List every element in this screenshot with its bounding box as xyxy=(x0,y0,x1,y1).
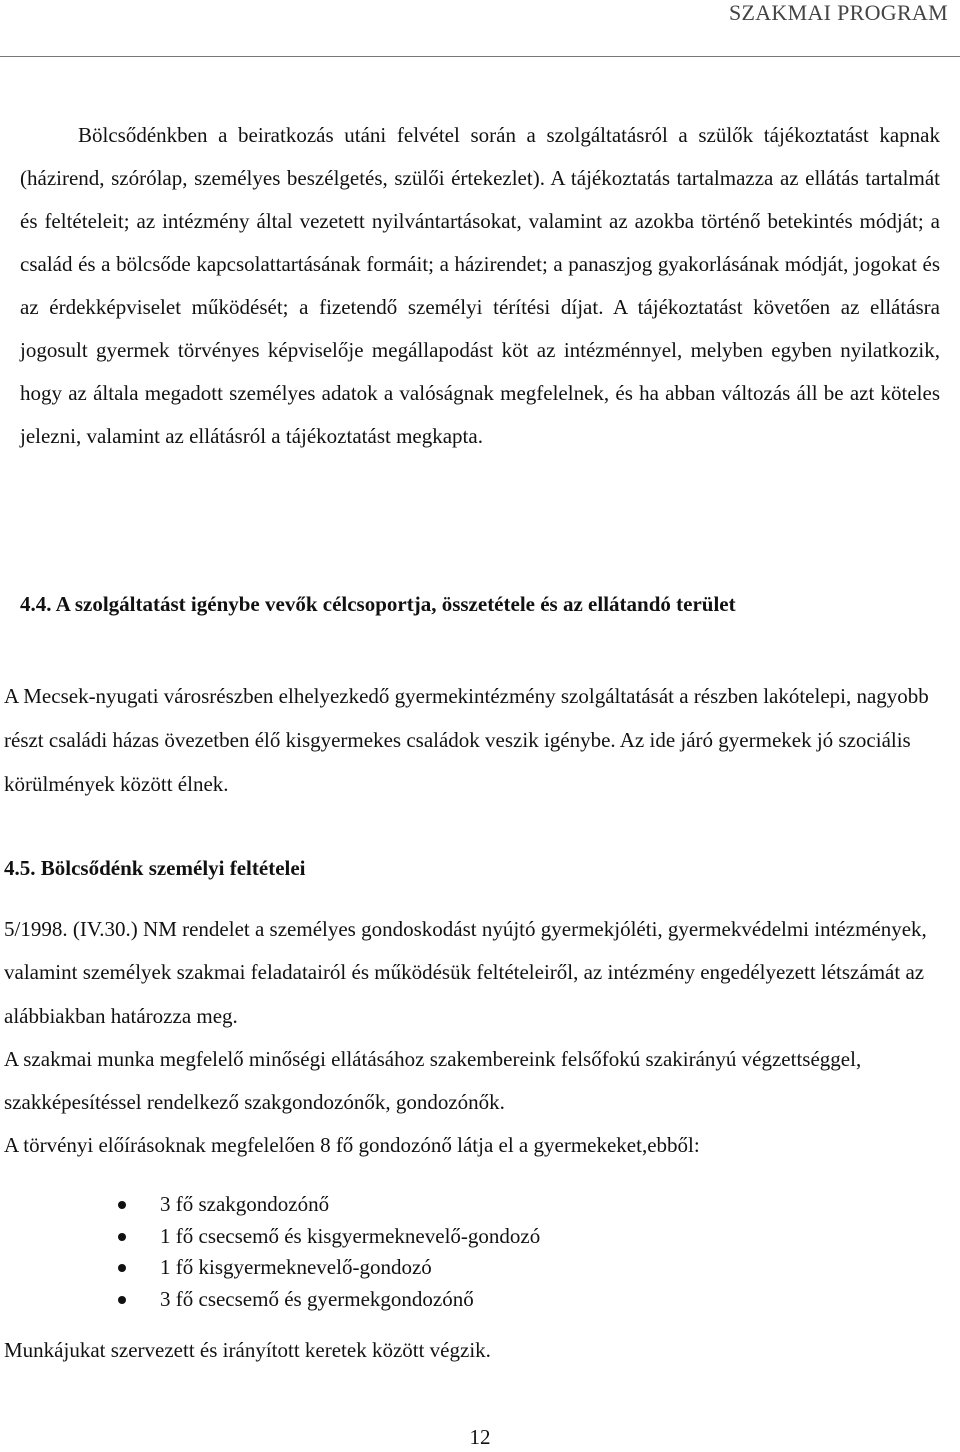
bullet-icon xyxy=(118,1201,126,1209)
list-item xyxy=(118,1284,540,1316)
list-item xyxy=(118,1252,540,1284)
list-item xyxy=(118,1189,540,1221)
staff-list xyxy=(118,1189,540,1315)
running-header: SZAKMAI PROGRAM xyxy=(728,0,948,25)
header-divider xyxy=(0,56,960,57)
bullet-icon xyxy=(118,1296,126,1304)
staff-intro-paragraph: A törvényi előírásoknak megfelelően 8 fő gondozónő látja el a gyermekeket,ebből: xyxy=(4,1133,700,1158)
list-item-text: 1 fő csecsemő és kisgyermeknevelő-gondozó xyxy=(160,1223,541,1248)
list-item-text: 3 fő szakgondozónő xyxy=(160,1192,330,1216)
bullet-icon xyxy=(118,1264,126,1272)
qualification-paragraph: A szakmai munka megfelelő minőségi ellátásához szakembereink felsőfokú szakirányú végzettséggel, szakképesítéssel rendelkező szakgondozónők, gondozónők. xyxy=(4,1046,862,1115)
bullet-icon xyxy=(118,1233,126,1241)
closing-sentence: Munkájukat szervezett és irányított keretek között végzik. xyxy=(4,1338,491,1362)
intro-paragraph: Bölcsődénkben a beiratkozás utáni felvétel során a szolgáltatásról a szülők tájékoztatást kapnak (házirend, szórólap, személyes beszélgetés, szülői értekezlet). A tájékoztatás tartalmazza az ellátás tartalmát és feltételeit; az intézmény által vezetett nyilvántartásokat, valamint az azokba történő betekintés módját; a család és a bölcsőde kapcsolattartásának formáit; a házirendet; a panaszjog gyakorlásának módját, jogokat és az érdekképviselet működését; a fizetendő személyi térítési díjat. A tájékoztatást követően az ellátásra jogosult gyermek törvényes képviselője megállapodást köt az intézménnyel, melyben egyben nyilatkozik, hogy az általa megadott személyes adatok a valóságnak megfelelnek, és ha abban változás áll be azt köteles jelezni, valamint az ellátásról a tájékoztatást megkapta. xyxy=(20,123,940,448)
page-number: 12 xyxy=(469,1425,491,1449)
list-item-text: 3 fő csecsemő és gyermekgondozónő xyxy=(160,1286,474,1311)
section-4-5-heading: 4.5. Bölcsődénk személyi feltételei xyxy=(4,856,306,880)
section-4-5-body xyxy=(4,908,940,1168)
regulation-paragraph: 5/1998. (IV.30.) NM rendelet a személyes gondoskodást nyújtó gyermekjóléti, gyermekvédelmi intézmények, valamint személyek szakmai feladatairól és működésük feltételeiről, az intézmény engedélyezett létszámát az alábbiakban határozza meg. xyxy=(4,917,927,1028)
section-4-4-heading: 4.4. A szolgáltatást igénybe vevők célcsoportja, összetétele és az ellátandó terület xyxy=(20,592,736,616)
section-4-4-paragraph: A Mecsek-nyugati városrészben elhelyezkedő gyermekintézmény szolgáltatását a részben lakótelepi, nagyobb részt családi házas övezetben élő kisgyermekes családok veszik igénybe. Az ide járó gyermekek jó szociális körülmények között élnek. xyxy=(4,684,929,796)
list-item xyxy=(118,1221,540,1253)
list-item-text: 1 fő kisgyermeknevelő-gondozó xyxy=(160,1255,432,1279)
